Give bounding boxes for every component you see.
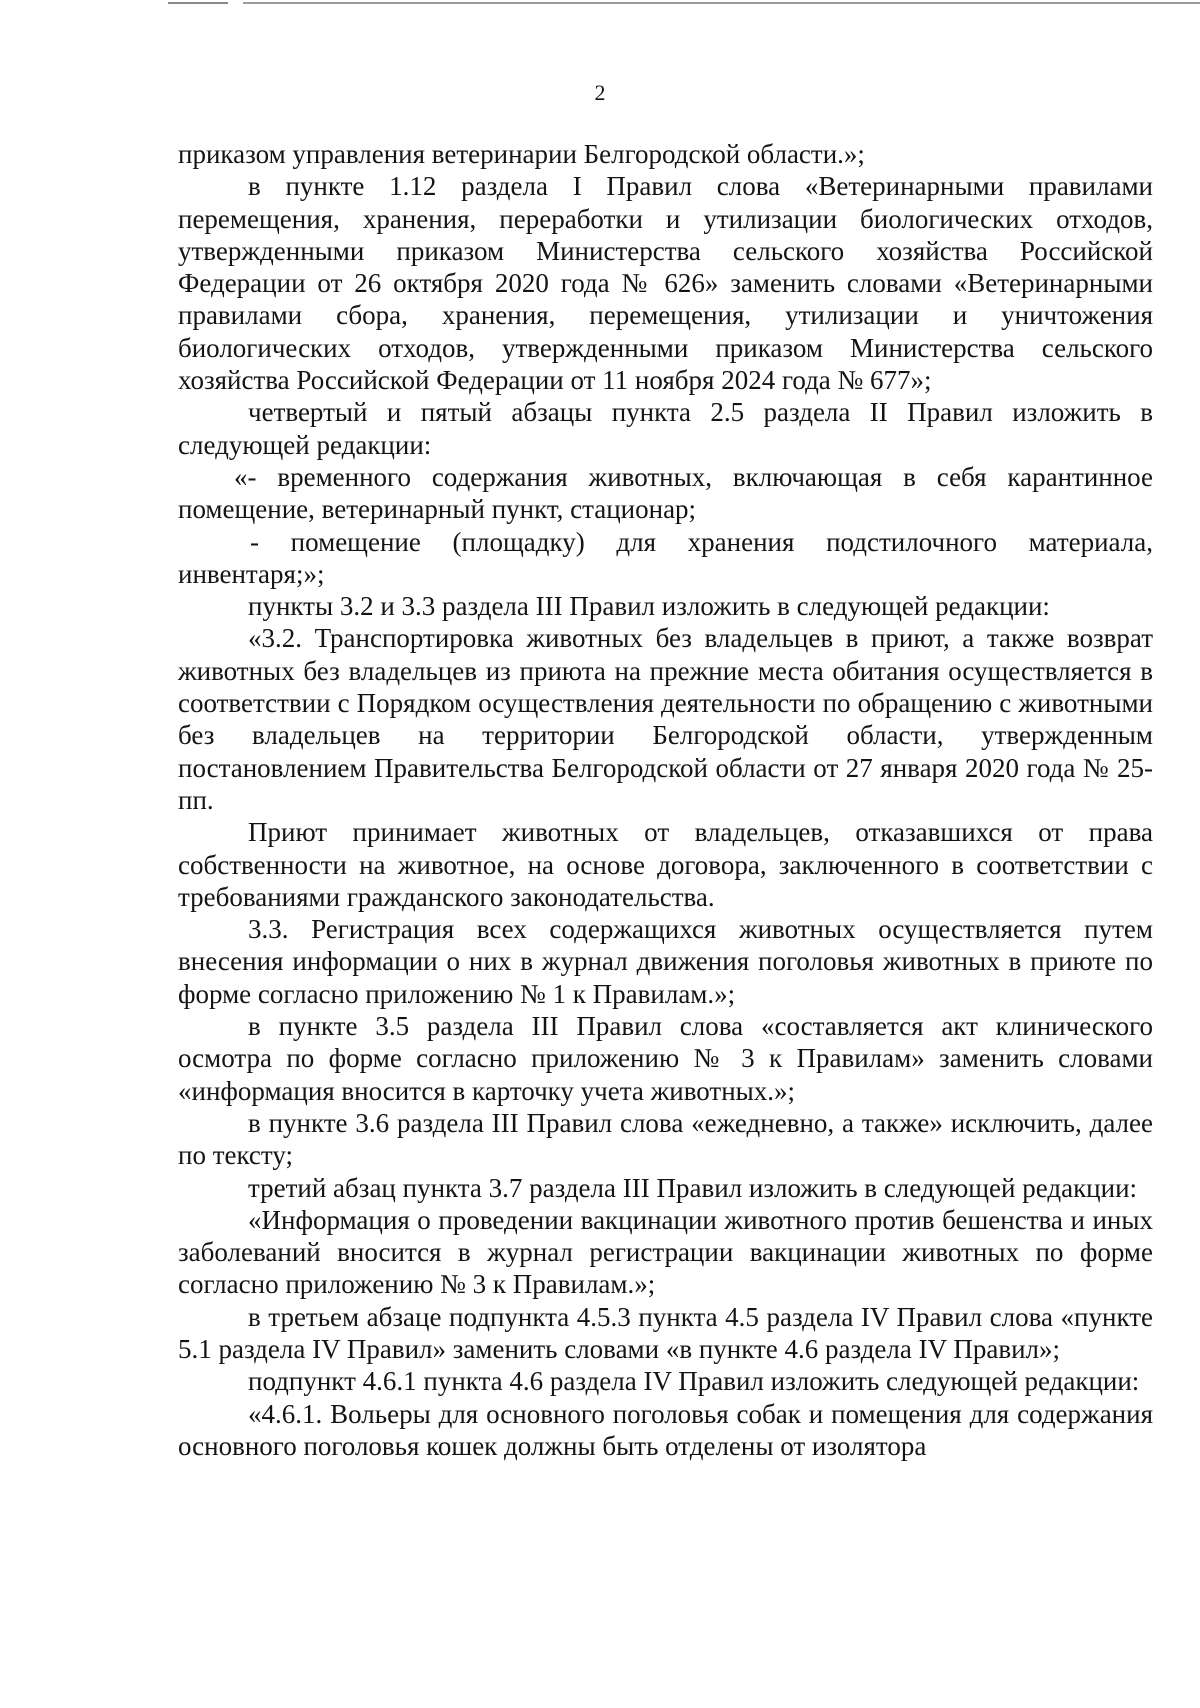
scan-edge-right bbox=[243, 2, 1200, 4]
paragraph-11: в пункте 3.6 раздела III Правил слова «ежедневно, а также» исключить, далее по тексту; bbox=[178, 1107, 1153, 1171]
paragraph-6: пункты 3.2 и 3.3 раздела III Правил изложить в следующей редакции: bbox=[248, 591, 1050, 622]
paragraph-7: «3.2. Транспортировка животных без владельцев в приют, а также возврат животных без владельцев из приюта на прежние места обитания осуществляется в соответствии с Порядком осуществления деятельности по обращению с животными без владельцев на территории Белгородской области, утвержденным постановлением Правительства Белгородской области от 27 января 2020 года № 25-пп. bbox=[178, 623, 1153, 815]
paragraph-2: в пункте 1.12 раздела I Правил слова «Ветеринарными правилами перемещения, хранения, переработки и утилизации биологических отходов, утвержденными приказом Министерства сельского хозяйства Российской Федерации от 26 октября 2020 года № 626» заменить словами «Ветеринарными правилами сбора, хранения, перемещения, утилизации и уничтожения биологических отходов, утвержденными приказом Министерства сельского хозяйства Российской Федерации от 11 ноября 2024 года № 677»; bbox=[178, 171, 1153, 396]
paragraph-14: в третьем абзаце подпункта 4.5.3 пункта 4.5 раздела IV Правил слова «пункте 5.1 раздела IV Правил» заменить словами «в пункте 4.6 раздела IV Правил»; bbox=[178, 1301, 1153, 1364]
paragraph-12: третий абзац пункта 3.7 раздела III Правил изложить в следующей редакции: bbox=[248, 1172, 1138, 1203]
page-number: 2 bbox=[594, 80, 606, 105]
paragraph-3: четвертый и пятый абзацы пункта 2.5 раздела II Правил изложить в следующей редакции: bbox=[178, 397, 1153, 460]
paragraph-10: в пункте 3.5 раздела III Правил слова «составляется акт клинического осмотра по форме согласно приложению № 3 к Правилам» заменить словами «информация вносится в карточку учета животных.»; bbox=[178, 1011, 1153, 1106]
paragraph-13: «Информация о проведении вакцинации животного против бешенства и иных заболеваний вносится в журнал регистрации вакцинации животных по форме согласно приложению № 3 к Правилам.»; bbox=[178, 1204, 1153, 1300]
paragraph-15: подпункт 4.6.1 пункта 4.6 раздела IV Правил изложить следующей редакции: bbox=[248, 1366, 1140, 1397]
document-body bbox=[178, 138, 1153, 1462]
scan-edge-left bbox=[168, 2, 228, 4]
paragraph-16: «4.6.1. Вольеры для основного поголовья собак и помещения для содержания основного поголовья кошек должны быть отделены от изолятора bbox=[178, 1398, 1153, 1461]
paragraph-5: - помещение (площадку) для хранения подстилочного материала, инвентаря;»; bbox=[178, 526, 1153, 589]
paragraph-4: «- временного содержания животных, включающая в себя карантинное помещение, ветеринарный пункт, стационар; bbox=[178, 461, 1153, 525]
paragraph-1: приказом управления ветеринарии Белгородской области.»; bbox=[178, 139, 865, 169]
paragraph-9: 3.3. Регистрация всех содержащихся животных осуществляется путем внесения информации о них в журнал движения поголовья животных в приюте по форме согласно приложению № 1 к Правилам.»; bbox=[178, 914, 1153, 1009]
paragraph-8: Приют принимает животных от владельцев, отказавшихся от права собственности на животное, на основе договора, заключенного в соответствии с требованиями гражданского законодательства. bbox=[178, 817, 1153, 912]
